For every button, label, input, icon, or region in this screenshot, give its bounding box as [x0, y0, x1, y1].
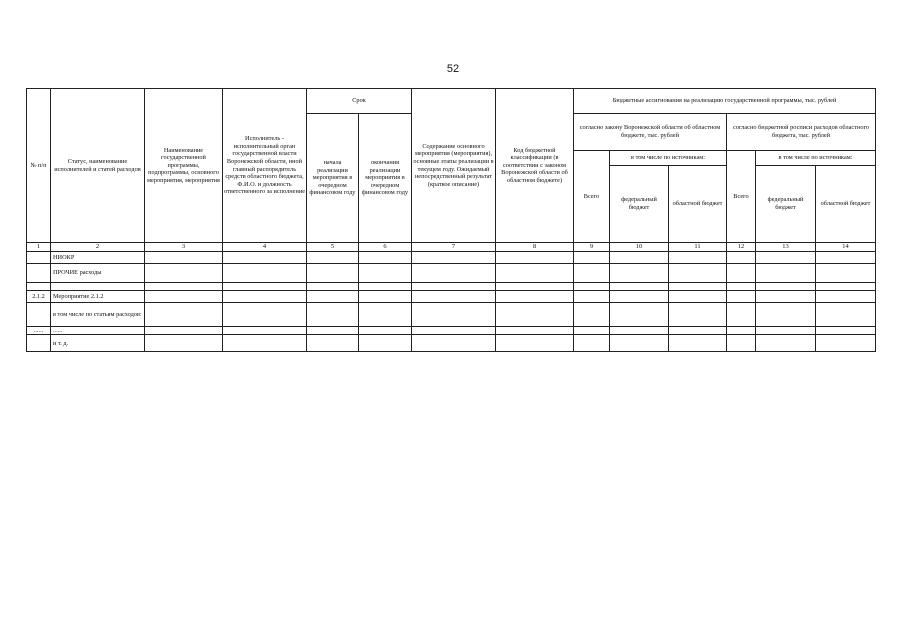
empty-cell [307, 326, 359, 335]
empty-cell [496, 335, 574, 352]
header-regional-law: областной бюджет [669, 166, 727, 243]
empty-cell [756, 290, 816, 302]
empty-cell [727, 302, 756, 326]
empty-cell [145, 302, 223, 326]
empty-cell [756, 263, 816, 282]
header-start: начала реализации мероприятия в очередном финансовом году [307, 114, 359, 243]
empty-cell [412, 282, 496, 290]
column-number-row [27, 243, 876, 252]
table-row [27, 326, 876, 335]
empty-cell [574, 335, 610, 352]
empty-cell [574, 263, 610, 282]
empty-cell [756, 302, 816, 326]
header-budget-code: Код бюджетной классификации (в соответствии с законом Воронежской области об областном бюджете) [496, 89, 574, 243]
empty-cell [610, 282, 669, 290]
row-name: ...... [51, 326, 145, 335]
empty-cell [145, 263, 223, 282]
empty-cell [307, 282, 359, 290]
column-number: 8 [496, 243, 574, 252]
header-budget-allocations: Бюджетные ассигнования на реализацию государственной программы, тыс. рублей [574, 89, 876, 114]
header-status: Статус, наименование исполнителей и статей расходов [51, 89, 145, 243]
column-number: 4 [223, 243, 307, 252]
empty-cell [496, 302, 574, 326]
empty-cell [412, 326, 496, 335]
empty-cell [307, 335, 359, 352]
header-total-law: Всего [574, 151, 610, 243]
header-federal-law: федеральный бюджет [610, 166, 669, 243]
empty-cell [727, 335, 756, 352]
empty-cell [496, 251, 574, 263]
empty-cell [412, 263, 496, 282]
empty-cell [145, 251, 223, 263]
empty-cell [816, 282, 876, 290]
header-by-roster: согласно бюджетной росписи расходов областного бюджета, тыс. рублей [727, 114, 876, 151]
page-number: 52 [446, 63, 460, 75]
empty-cell [307, 290, 359, 302]
empty-cell [412, 251, 496, 263]
column-number: 11 [669, 243, 727, 252]
empty-cell [574, 282, 610, 290]
header-end: окончания реализации мероприятия в очередном финансовом году [359, 114, 412, 243]
table-row [27, 335, 876, 352]
empty-cell [727, 251, 756, 263]
empty-cell [359, 282, 412, 290]
empty-cell [727, 263, 756, 282]
header-regional-roster: областной бюджет [816, 166, 876, 243]
table-row [27, 290, 876, 302]
empty-cell [756, 282, 816, 290]
empty-cell [669, 263, 727, 282]
header-program-name: Наименование государственной программы, подпрограммы, основного мероприятия, мероприятия [145, 89, 223, 243]
row-name: в том числе по статьям расходов: [51, 302, 145, 326]
empty-cell [574, 251, 610, 263]
empty-cell [223, 263, 307, 282]
empty-cell [359, 251, 412, 263]
empty-cell [669, 251, 727, 263]
header-content: Содержание основного мероприятия (мероприятия), основные этапы реализации в текущем году. Ожидаемый непосредственный результат (краткое описание) [412, 89, 496, 243]
empty-cell [412, 302, 496, 326]
empty-cell [669, 335, 727, 352]
empty-cell [669, 290, 727, 302]
budget-table [26, 88, 876, 352]
table-row [27, 282, 876, 290]
empty-cell [223, 302, 307, 326]
empty-cell [223, 290, 307, 302]
column-number: 12 [727, 243, 756, 252]
column-number: 5 [307, 243, 359, 252]
empty-cell [756, 251, 816, 263]
empty-cell [610, 251, 669, 263]
column-number: 14 [816, 243, 876, 252]
empty-cell [496, 263, 574, 282]
table-row [27, 263, 876, 282]
empty-cell [816, 251, 876, 263]
empty-cell [727, 290, 756, 302]
empty-cell [359, 335, 412, 352]
column-number: 9 [574, 243, 610, 252]
empty-cell [496, 326, 574, 335]
row-name: НИОКР [51, 251, 145, 263]
empty-cell [223, 251, 307, 263]
header-by-law: согласно закону Воронежской области об областном бюджете, тыс. рублей [574, 114, 727, 151]
empty-cell [669, 302, 727, 326]
table-row [27, 251, 876, 263]
header-number: № п/п [27, 89, 51, 243]
header-row [27, 89, 876, 114]
row-number [27, 335, 51, 352]
column-number: 1 [27, 243, 51, 252]
empty-cell [145, 326, 223, 335]
row-number [27, 263, 51, 282]
header-total-roster: Всего [727, 151, 756, 243]
empty-cell [574, 302, 610, 326]
column-number: 6 [359, 243, 412, 252]
empty-cell [359, 290, 412, 302]
empty-cell [496, 282, 574, 290]
empty-cell [145, 290, 223, 302]
empty-cell [669, 326, 727, 335]
column-number: 7 [412, 243, 496, 252]
column-number: 3 [145, 243, 223, 252]
empty-cell [610, 263, 669, 282]
header-term: Срок [307, 89, 412, 114]
header-executor: Исполнитель - исполнительный орган государственной власти Воронежской области, иной главный распорядитель средств областного бюджета, Ф.И.О. и должность ответственного за исполнение [223, 89, 307, 243]
row-number: 2.1.2 [27, 290, 51, 302]
row-number [27, 251, 51, 263]
row-name: Мероприятие 2.1.2 [51, 290, 145, 302]
empty-cell [145, 282, 223, 290]
empty-cell [816, 335, 876, 352]
row-number [27, 282, 51, 290]
table-row [27, 302, 876, 326]
empty-cell [727, 326, 756, 335]
empty-cell [610, 290, 669, 302]
empty-cell [610, 335, 669, 352]
empty-cell [307, 302, 359, 326]
empty-cell [359, 302, 412, 326]
row-name: и т. д. [51, 335, 145, 352]
empty-cell [610, 302, 669, 326]
empty-cell [574, 290, 610, 302]
empty-cell [359, 326, 412, 335]
empty-cell [669, 282, 727, 290]
header-federal-roster: федеральный бюджет [756, 166, 816, 243]
header-sources-roster: в том числе по источникам: [756, 151, 876, 166]
column-number: 2 [51, 243, 145, 252]
empty-cell [307, 251, 359, 263]
row-number [27, 302, 51, 326]
empty-cell [223, 326, 307, 335]
column-number: 13 [756, 243, 816, 252]
row-name: ПРОЧИЕ расходы [51, 263, 145, 282]
empty-cell [359, 263, 412, 282]
empty-cell [816, 326, 876, 335]
empty-cell [610, 326, 669, 335]
column-number: 10 [610, 243, 669, 252]
header-sources-law: в том числе по источникам: [610, 151, 727, 166]
empty-cell [307, 263, 359, 282]
empty-cell [727, 282, 756, 290]
empty-cell [412, 335, 496, 352]
empty-cell [816, 263, 876, 282]
empty-cell [223, 335, 307, 352]
empty-cell [574, 326, 610, 335]
empty-cell [816, 290, 876, 302]
row-name [51, 282, 145, 290]
empty-cell [223, 282, 307, 290]
empty-cell [496, 290, 574, 302]
empty-cell [756, 335, 816, 352]
empty-cell [412, 290, 496, 302]
empty-cell [816, 302, 876, 326]
row-number: ...... [27, 326, 51, 335]
empty-cell [145, 335, 223, 352]
empty-cell [756, 326, 816, 335]
